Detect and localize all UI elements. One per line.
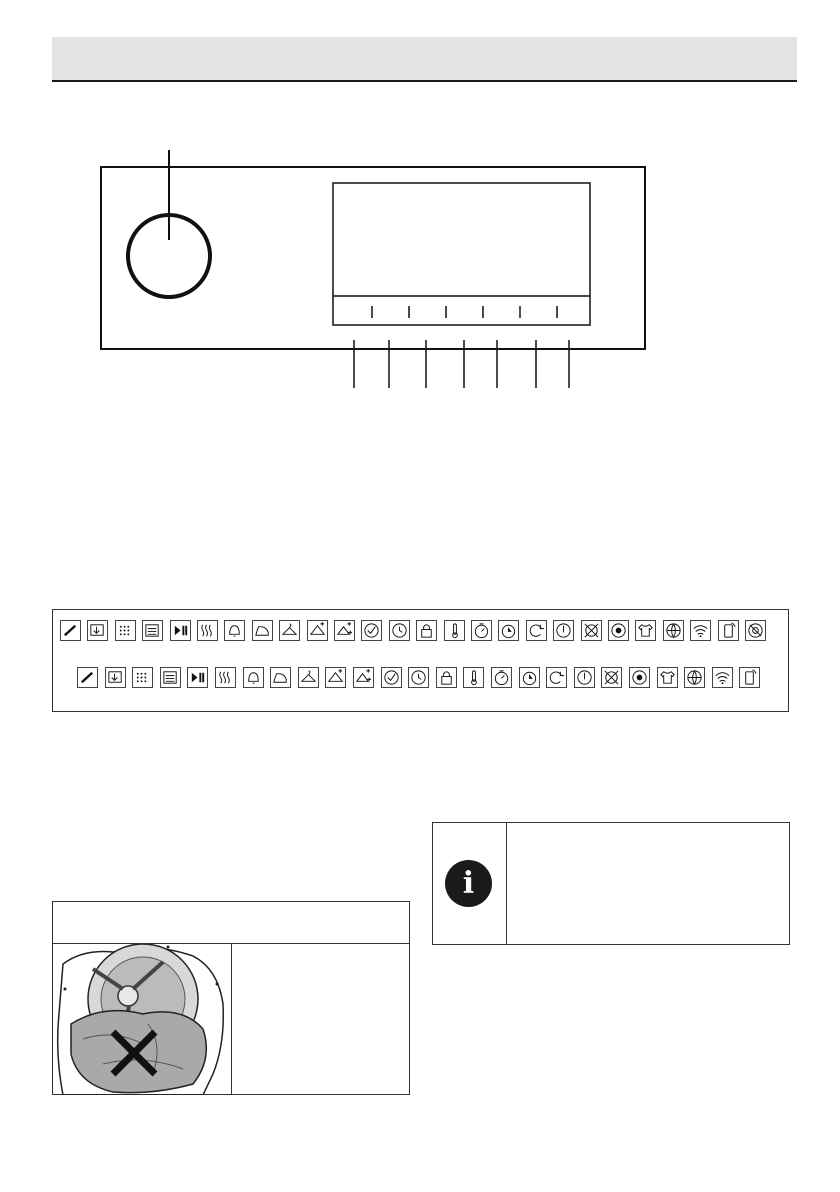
iron-icon — [252, 620, 273, 641]
bell-icon — [224, 620, 245, 641]
jeans-icon — [325, 667, 346, 688]
hanger-2-icon — [279, 620, 300, 641]
filter-icon — [87, 620, 108, 641]
wifi-icon — [690, 620, 711, 641]
steam-icon — [197, 620, 218, 641]
leaf-pair-icon — [270, 667, 291, 688]
flask-plus-icon — [215, 667, 236, 688]
night-icon — [601, 667, 622, 688]
info-icon-cell — [433, 823, 507, 944]
hanger-2-plus-plus-icon — [334, 620, 355, 641]
fabric-icon — [739, 667, 760, 688]
tshirt-icon — [635, 620, 656, 641]
drum-plus-plus-icon — [574, 667, 595, 688]
feather-icon — [160, 667, 181, 688]
globe-icon — [663, 620, 684, 641]
delay-icon — [498, 620, 519, 641]
mixed-icon — [353, 667, 374, 688]
dots-grid-icon — [115, 620, 136, 641]
control-panel-diagram — [0, 0, 840, 400]
drum-icon — [519, 667, 540, 688]
control-panel-outline — [101, 167, 645, 349]
light-icon — [684, 667, 705, 688]
drum-overload-crossed-image — [53, 944, 232, 1095]
power-icon — [553, 620, 574, 641]
towel-icon — [187, 667, 208, 688]
info-icon-letter: i — [462, 866, 475, 901]
play-pause-icon — [170, 620, 191, 641]
thermometer-icon — [444, 620, 465, 641]
symbol-table — [52, 609, 789, 712]
hygiene-icon — [463, 667, 484, 688]
reset-clock-icon — [389, 620, 410, 641]
shirt-drum-icon — [608, 620, 629, 641]
sync-icon — [657, 667, 678, 688]
hanger-dry-icon — [77, 667, 98, 688]
warning-heading — [53, 902, 409, 944]
drum-plus-icon — [546, 667, 567, 688]
circle-arrow-icon — [105, 667, 126, 688]
remote-icon — [718, 620, 739, 641]
info-box — [432, 822, 790, 945]
cotton-icon — [298, 667, 319, 688]
water-tank-icon — [142, 620, 163, 641]
rotate-icon — [526, 620, 547, 641]
hygiene-plus-icon — [491, 667, 512, 688]
warning-box — [52, 901, 410, 1095]
info-icon — [445, 860, 492, 907]
check-circle-icon — [361, 620, 382, 641]
timer-icon — [471, 620, 492, 641]
envelope-icon — [408, 667, 429, 688]
shirt-refresh-icon — [132, 667, 153, 688]
eco-icon — [745, 620, 766, 641]
bedding-icon — [381, 667, 402, 688]
button-leaders — [354, 340, 569, 388]
no-spin-icon — [581, 620, 602, 641]
hanger-2-plus-icon — [307, 620, 328, 641]
dispenser-icon — [60, 620, 81, 641]
button-ticks — [372, 306, 557, 318]
flask-icon — [243, 667, 264, 688]
jacket-icon — [629, 667, 650, 688]
lock-icon — [416, 620, 437, 641]
display-screen — [333, 183, 590, 325]
quick-icon — [436, 667, 457, 688]
bluetooth-icon — [712, 667, 733, 688]
